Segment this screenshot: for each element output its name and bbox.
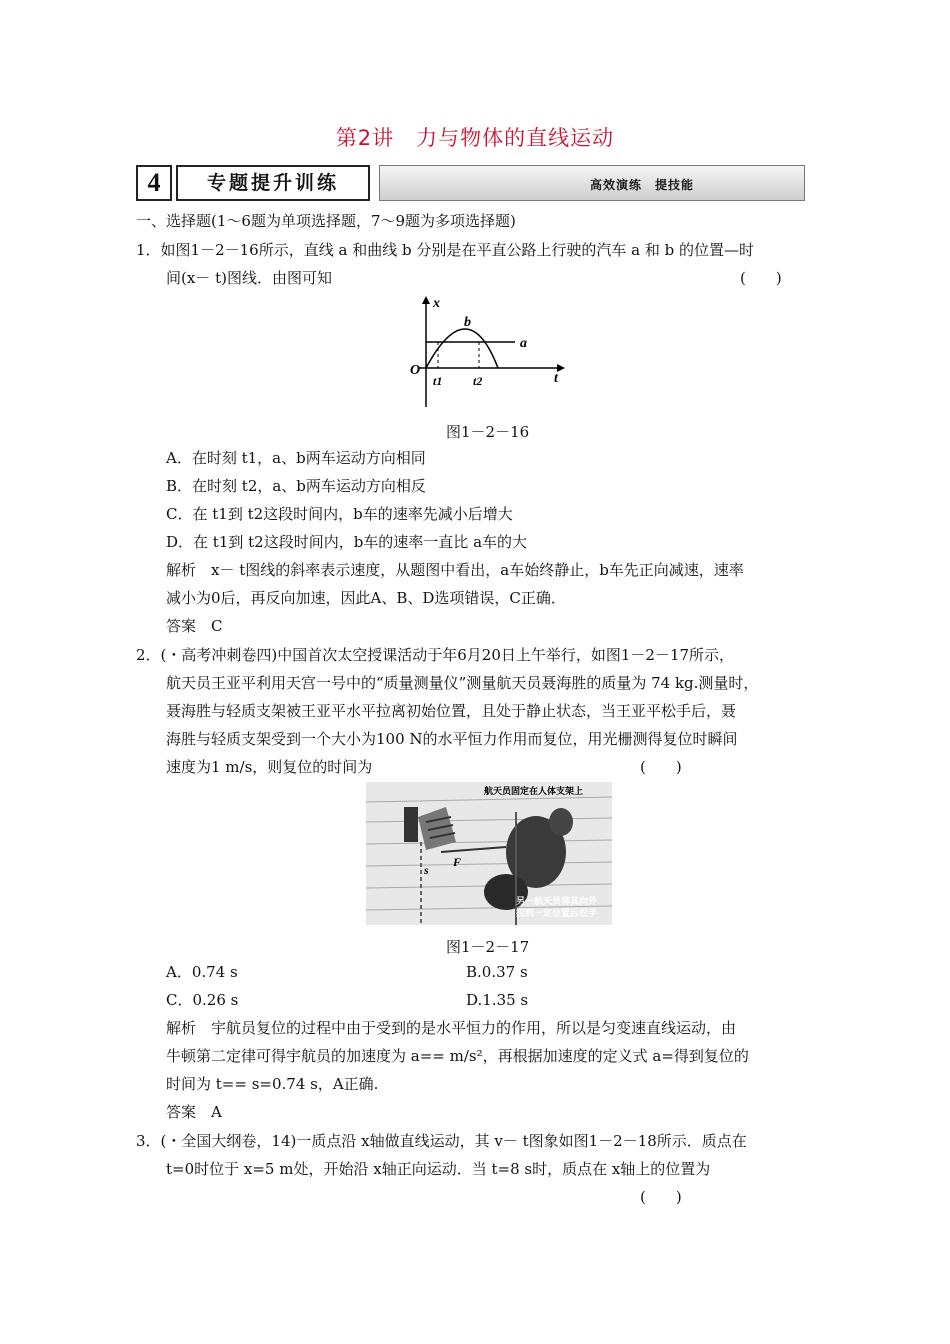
q2-line3: 聂海胜与轻质支架被王亚平水平拉离初始位置，且处于静止状态，当王亚平松手后，聂 xyxy=(166,702,737,720)
q1-answer: 答案 C xyxy=(166,617,223,635)
q1-paren: ( ) xyxy=(740,269,782,287)
q1-line2: 间(x－ t)图线．由图可知 xyxy=(166,269,332,287)
q2-photo xyxy=(366,782,612,925)
graph-b-label: b xyxy=(464,315,471,330)
q1-option-c: C．在 t1到 t2这段时间内，b车的速率先减小后增大 xyxy=(166,505,513,523)
q3-paren: ( ) xyxy=(640,1188,682,1206)
q2-option-c: C．0.26 s xyxy=(166,991,239,1009)
graph-t-label: t xyxy=(554,371,558,386)
graph-x-label: x xyxy=(433,296,440,311)
q1-line1: 1．如图1－2－16所示，直线 a 和曲线 b 分别是在平直公路上行驶的汽车 a 和 b 的位置—时 xyxy=(136,241,754,259)
q1-caption: 图1－2－16 xyxy=(446,423,530,441)
q2-paren: ( ) xyxy=(640,758,682,776)
q3-line2: t=0时位于 x=5 m处，开始沿 x轴正向运动．当 t=8 s时，质点在 x轴上的位置为 xyxy=(166,1160,711,1178)
graph-t1-label: t1 xyxy=(433,374,443,388)
q2-line2: 航天员王亚平利用天宫一号中的“质量测量仪”测量航天员聂海胜的质量为 74 kg.测量时， xyxy=(166,674,759,692)
q3-line1: 3．(・全国大纲卷，14)一质点沿 x轴做直线运动，其 v－ t图象如图1－2－18所示．质点在 xyxy=(136,1132,747,1150)
photo-displacement-label: s xyxy=(424,863,429,877)
q2-line4: 海胜与轻质支架受到一个大小为100 N的水平恒力作用而复位，用光栅测得复位时瞬间 xyxy=(166,730,738,748)
section-heading: 一、选择题(1～6题为单项选择题，7～9题为多项选择题) xyxy=(136,212,516,230)
q2-analysis-1: 解析 宇航员复位的过程中由于受到的是水平恒力的作用，所以是匀变速直线运动，由 xyxy=(166,1019,737,1037)
banner-bar xyxy=(379,165,805,201)
q2-analysis-3: 时间为 t== s=0.74 s，A正确. xyxy=(166,1075,379,1093)
photo-caption-bottom-2: 拉到一定位置后松手 xyxy=(516,909,598,919)
graph-a-label: a xyxy=(520,336,527,351)
q2-caption: 图1－2－17 xyxy=(446,938,530,956)
section-banner xyxy=(136,163,806,201)
q1-option-d: D．在 t1到 t2这段时间内，b车的速率一直比 a车的大 xyxy=(166,533,528,551)
q1-analysis-1: 解析 x－ t图线的斜率表示速度，从题图中看出，a车始终静止，b车先正向减速，速率 xyxy=(166,561,744,579)
q1-option-a: A．在时刻 t1，a、b两车运动方向相同 xyxy=(166,449,426,467)
photo-caption-top: 航天员固定在人体支架上 xyxy=(484,787,584,797)
q2-line1: 2．(・高考冲刺卷四)中国首次太空授课活动于年6月20日上午举行，如图1－2－17所示， xyxy=(136,646,735,664)
q2-option-a: A．0.74 s xyxy=(166,963,238,981)
q2-option-d: D.1.35 s xyxy=(466,991,529,1009)
q1-option-b: B．在时刻 t2，a、b两车运动方向相反 xyxy=(166,477,426,495)
graph-t2-label: t2 xyxy=(473,374,483,388)
banner-number: 4 xyxy=(136,165,172,201)
banner-slogan: 高效演练 提技能 xyxy=(589,178,694,192)
q1-analysis-2: 减小为0后，再反向加速，因此A、B、D选项错误，C正确． xyxy=(166,589,566,607)
banner-name: 专题提升训练 xyxy=(176,165,370,201)
q2-answer: 答案 A xyxy=(166,1103,222,1121)
q2-line5: 速度为1 m/s，则复位的时间为 xyxy=(166,758,373,776)
q2-analysis-2: 牛顿第二定律可得宇航员的加速度为 a== m/s²，再根据加速度的定义式 a=得到复位的 xyxy=(166,1047,749,1065)
graph-origin: O xyxy=(410,363,421,378)
q2-option-b: B.0.37 s xyxy=(466,963,528,981)
photo-caption-bottom-1: 另一航天员将其向外 xyxy=(516,897,598,907)
page-title: 第2讲 力与物体的直线运动 xyxy=(335,126,615,150)
photo-force-label: F xyxy=(453,855,462,869)
q1-xt-graph xyxy=(400,292,575,414)
